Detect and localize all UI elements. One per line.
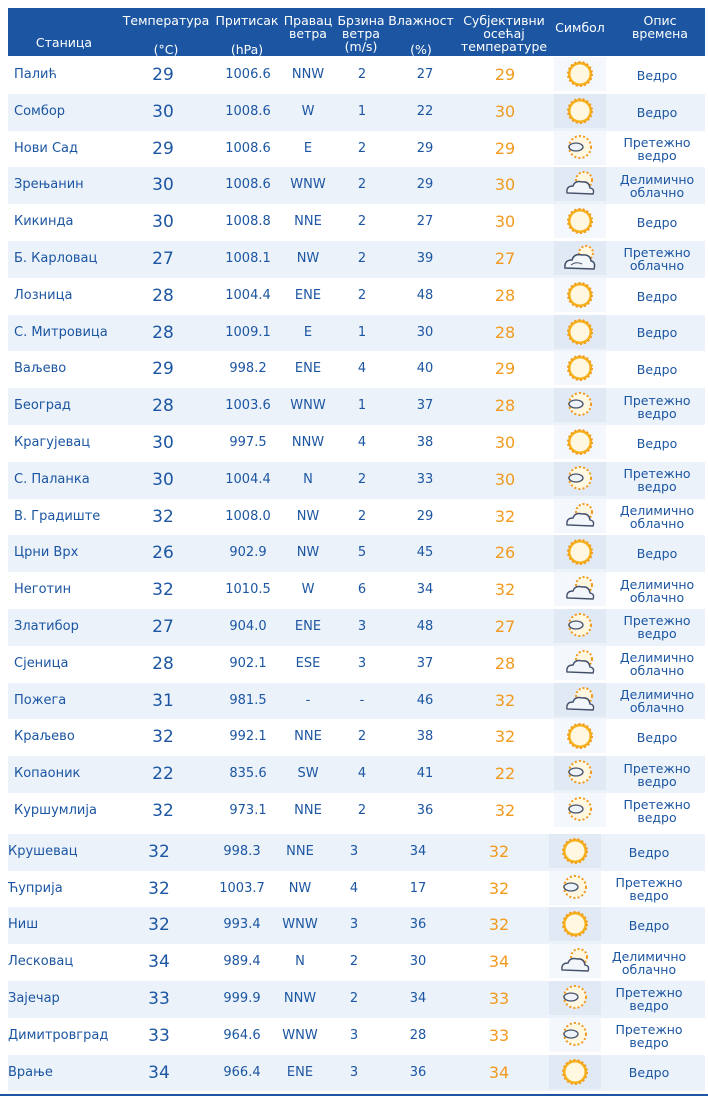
temperature-value: 32 [148,878,170,899]
humidity-value: 37 [416,398,434,414]
weather-description: Ведро [636,67,678,83]
weather-description: Претежно ведро [623,760,691,789]
station-name: Неготин [14,582,72,598]
table-row [8,793,705,830]
humidity-value: 33 [416,471,434,487]
temperature-value: 31 [152,690,174,711]
footer-divider [0,1094,708,1096]
station-name: Крагујевац [14,434,91,450]
temperature-value: 29 [152,138,174,159]
wind-direction-value: ENE [294,361,322,377]
station-name: Зајечар [8,990,60,1006]
table-row [8,535,705,572]
humidity-value: 39 [416,250,434,266]
wind-speed-value: 3 [349,1027,359,1043]
wind-direction-value: WNW [290,177,326,193]
station-name: Црни Врх [14,545,79,561]
weather-description: Претежно ведро [623,466,691,495]
pressure-value: 1008.0 [225,508,271,524]
temperature-value: 30 [152,432,174,453]
table-row [8,1018,705,1055]
station-name: Златибор [14,618,79,634]
sun-icon [554,57,606,91]
wind-speed-value: 2 [357,471,367,487]
feels-like-value: 30 [494,175,516,195]
humidity-value: 36 [409,1064,427,1080]
humidity-value: 36 [409,917,427,933]
feels-like-value: 28 [494,285,516,305]
wind-speed-value: 2 [357,67,367,82]
station-name: Зрењанин [14,177,84,193]
feels-like-value: 30 [494,432,516,452]
station-name: Краљево [14,729,75,745]
feels-like-value: 22 [494,764,516,784]
station-name: С. Митровица [14,324,108,340]
weather-description: Претежно ведро [615,874,683,903]
header-description: Опис времена [632,13,688,41]
temperature-value: 30 [152,175,174,196]
temperature-value: 28 [152,653,174,674]
pressure-value: 902.1 [229,655,267,671]
wind-direction-value: NNE [294,802,322,818]
table-row [8,719,705,756]
observations-table [8,57,705,1091]
wind-direction-value: NNE [294,214,322,230]
station-name: Пожега [14,692,67,708]
table-row [8,756,705,793]
sun-icon [549,1055,601,1089]
pressure-value: 1006.6 [225,67,271,82]
mostly-sunny-icon [549,871,601,905]
feels-like-value: 33 [488,988,510,1008]
station-name: Сјеница [14,655,69,671]
table-row [8,167,705,204]
weather-description: Делимично облачно [611,948,687,977]
partly-cloudy-icon [554,683,606,717]
wind-direction-value: WNW [282,917,318,933]
humidity-value: 46 [416,692,434,708]
weather-description: Претежно ведро [615,985,683,1014]
wind-speed-value: 2 [357,508,367,524]
feels-like-value: 32 [494,727,516,747]
header-humidity: Влажност (%) [388,13,454,57]
temperature-value: 32 [148,841,170,862]
humidity-value: 27 [416,67,434,82]
table-row [8,944,705,981]
wind-speed-value: 3 [349,1064,359,1080]
pressure-value: 999.9 [223,990,261,1006]
pressure-value: 835.6 [229,766,267,782]
wind-speed-value: 2 [349,990,359,1006]
humidity-value: 38 [416,434,434,450]
table-row [8,1055,705,1092]
feels-like-value: 33 [488,1025,510,1045]
pressure-value: 1008.1 [225,250,271,266]
station-name: Палић [14,67,57,82]
humidity-value: 45 [416,545,434,561]
temperature-value: 32 [152,506,174,527]
table-row [8,572,705,609]
wind-speed-value: 1 [357,324,367,340]
station-name: Ваљево [14,361,67,377]
wind-direction-value: E [303,324,313,340]
wind-speed-value: 2 [357,140,367,156]
station-name: Крушевац [8,843,78,859]
weather-description: Ведро [628,844,670,860]
pressure-value: 1004.4 [225,287,271,303]
feels-like-value: 28 [494,322,516,342]
pressure-value: 998.3 [223,843,261,859]
wind-speed-value: - [359,692,365,708]
table-row [8,388,705,425]
wind-speed-value: 4 [357,766,367,782]
partly-cloudy-icon [554,572,606,606]
wind-speed-value: 5 [357,545,367,561]
temperature-value: 28 [152,396,174,417]
station-name: Куршумлија [14,802,97,818]
sun-icon [554,425,606,459]
feels-like-value: 32 [494,580,516,600]
wind-speed-value: 2 [357,729,367,745]
wind-speed-value: 2 [357,802,367,818]
temperature-value: 27 [152,248,174,269]
feels-like-value: 30 [494,101,516,121]
humidity-value: 34 [416,582,434,598]
wind-direction-value: NNW [291,434,325,450]
humidity-value: 30 [409,954,427,970]
wind-speed-value: 2 [349,954,359,970]
wind-speed-value: 3 [357,618,367,634]
weather-description: Ведро [636,215,678,231]
weather-description: Претежно облачно [623,245,691,274]
temperature-value: 34 [148,1062,170,1083]
pressure-value: 1009.1 [225,324,271,340]
wind-speed-value: 3 [349,843,359,859]
weather-description: Делимично облачно [619,576,695,605]
temperature-value: 29 [152,359,174,380]
weather-description: Претежно ведро [623,134,691,163]
weather-description: Делимично облачно [619,171,695,200]
table-row [8,425,705,462]
temperature-value: 30 [152,212,174,233]
sun-icon [549,834,601,868]
temperature-value: 22 [152,764,174,785]
table-row [8,57,705,94]
wind-speed-value: 3 [357,655,367,671]
humidity-value: 34 [409,843,427,859]
wind-direction-value: NW [296,250,320,266]
table-row [8,907,705,944]
table-row [8,871,705,908]
temperature-value: 34 [148,952,170,973]
temperature-value: 32 [148,915,170,936]
station-name: Ћуприја [8,880,63,896]
pressure-value: 993.4 [223,917,261,933]
wind-speed-value: 4 [357,361,367,377]
station-name: С. Паланка [14,471,90,487]
feels-like-value: 28 [494,653,516,673]
feels-like-value: 29 [494,138,516,158]
wind-direction-value: WNW [282,1027,318,1043]
humidity-value: 38 [416,729,434,745]
pressure-value: 973.1 [229,802,267,818]
table-row [8,315,705,352]
temperature-value: 33 [148,1025,170,1046]
weather-description: Делимично облачно [619,650,695,679]
pressure-value: 1010.5 [225,582,271,598]
mostly-sunny-icon [549,981,601,1015]
mostly-sunny-icon [554,609,606,643]
humidity-value: 22 [416,103,434,119]
feels-like-value: 34 [488,952,510,972]
station-name: Лесковац [8,954,74,970]
pressure-value: 966.4 [223,1064,261,1080]
station-name: Ниш [8,917,39,933]
feels-like-value: 30 [494,212,516,232]
weather-description: Ведро [636,288,678,304]
table-row [8,834,705,871]
pressure-value: 904.0 [229,618,267,634]
humidity-value: 48 [416,287,434,303]
wind-direction-value: WNW [290,398,326,414]
mostly-cloudy-icon [554,241,606,275]
weather-description: Ведро [628,918,670,934]
weather-description: Ведро [636,104,678,120]
feels-like-value: 32 [488,915,510,935]
wind-direction-value: W [301,103,315,119]
temperature-value: 29 [152,65,174,85]
sun-icon [554,535,606,569]
wind-direction-value: ENE [294,618,322,634]
table-row [8,278,705,315]
feels-like-value: 30 [494,469,516,489]
mostly-sunny-icon [554,793,606,827]
station-name: Кикинда [14,214,74,230]
feels-like-value: 29 [494,359,516,379]
weather-description: Делимично облачно [619,686,695,715]
station-name: Сомбор [14,103,66,119]
wind-speed-value: 6 [357,582,367,598]
pressure-value: 964.6 [223,1027,261,1043]
header-station: Станица [35,35,93,50]
table-row [8,981,705,1018]
sun-icon [554,204,606,238]
sun-icon [554,278,606,312]
weather-description: Ведро [628,1065,670,1081]
wind-speed-value: 1 [357,103,367,119]
pressure-value: 989.4 [223,954,261,970]
wind-direction-value: NW [296,508,320,524]
weather-description: Ведро [636,730,678,746]
humidity-value: 37 [416,655,434,671]
feels-like-value: 27 [494,616,516,636]
table-row [8,683,705,720]
weather-description: Претежно ведро [623,392,691,421]
humidity-value: 17 [409,880,427,896]
humidity-value: 29 [416,508,434,524]
station-name: В. Градиште [14,508,101,524]
temperature-value: 32 [152,580,174,601]
partly-cloudy-icon [554,167,606,201]
feels-like-value: 32 [494,800,516,820]
table-header [8,8,705,56]
station-name: Врање [8,1064,53,1080]
table-row [8,241,705,278]
station-name: Београд [14,398,71,414]
mostly-sunny-icon [554,462,606,496]
mostly-sunny-icon [549,1018,601,1052]
temperature-value: 32 [152,800,174,821]
feels-like-value: 26 [494,543,516,563]
pressure-value: 902.9 [229,545,267,561]
pressure-value: 1008.6 [225,177,271,193]
table-row [8,94,705,131]
temperature-value: 30 [152,101,174,122]
pressure-value: 1003.7 [219,880,265,896]
humidity-value: 40 [416,361,434,377]
humidity-value: 34 [409,990,427,1006]
wind-speed-value: 4 [357,434,367,450]
table-row [8,609,705,646]
temperature-value: 28 [152,285,174,306]
temperature-value: 26 [152,543,174,564]
wind-direction-value: ENE [294,287,322,303]
table-row [8,204,705,241]
header-pressure: Притисак (hPa) [215,13,279,57]
sun-icon [554,94,606,128]
humidity-value: 36 [416,802,434,818]
table-row [8,499,705,536]
partly-cloudy-icon [554,646,606,680]
station-name: Димитровград [8,1027,109,1043]
humidity-value: 29 [416,140,434,156]
weather-description: Ведро [636,362,678,378]
wind-direction-value: E [303,140,313,156]
wind-direction-value: N [295,954,305,970]
partly-cloudy-icon [549,944,601,978]
wind-direction-value: ESE [295,655,321,671]
weather-description: Претежно ведро [623,797,691,826]
pressure-value: 1008.6 [225,140,271,156]
temperature-value: 30 [152,469,174,490]
humidity-value: 29 [416,177,434,193]
mostly-sunny-icon [554,388,606,422]
wind-speed-value: 3 [349,917,359,933]
station-name: Нови Сад [14,140,79,156]
mostly-sunny-icon [554,131,606,165]
weather-description: Претежно ведро [615,1022,683,1051]
feels-like-value: 32 [488,878,510,898]
pressure-value: 981.5 [229,692,267,708]
wind-direction-value: NW [296,545,320,561]
wind-direction-value: ENE [286,1064,314,1080]
wind-direction-value: NW [288,880,312,896]
wind-direction-value: N [303,471,313,487]
table-row [8,646,705,683]
pressure-value: 1008.6 [225,103,271,119]
weather-description: Ведро [636,325,678,341]
pressure-value: 1008.8 [225,214,271,230]
header-temperature: Температура (°C) [122,13,210,57]
station-name: Лозница [14,287,73,303]
table-row [8,351,705,388]
header-wind-direction: Правац ветра [283,13,333,41]
pressure-value: 1003.6 [225,398,271,414]
header-symbol: Симбол [555,20,605,35]
wind-direction-value: SW [297,766,319,782]
temperature-value: 32 [152,727,174,748]
feels-like-value: 32 [488,841,510,861]
feels-like-value: 27 [494,248,516,268]
humidity-value: 28 [409,1027,427,1043]
sun-icon [554,351,606,385]
header-wind-speed: Брзина ветра (m/s) [337,13,385,54]
mostly-sunny-icon [554,756,606,790]
feels-like-value: 29 [494,65,516,84]
temperature-value: 28 [152,322,174,343]
station-name: Б. Карловац [14,250,98,266]
weather-description: Ведро [636,435,678,451]
wind-speed-value: 2 [357,287,367,303]
weather-description: Делимично облачно [619,502,695,531]
pressure-value: 997.5 [229,434,267,450]
header-feels-like: Субјективни осећај температуре [460,13,548,54]
pressure-value: 998.2 [229,361,267,377]
humidity-value: 41 [416,766,434,782]
weather-description: Ведро [636,546,678,562]
sun-icon [549,907,601,941]
table-row [8,131,705,168]
wind-speed-value: 2 [357,250,367,266]
wind-speed-value: 1 [357,398,367,414]
feels-like-value: 28 [494,396,516,416]
sun-icon [554,719,606,753]
feels-like-value: 34 [488,1062,510,1082]
weather-description: Претежно ведро [623,613,691,642]
pressure-value: 1004.4 [225,471,271,487]
table-row [8,462,705,499]
humidity-value: 48 [416,618,434,634]
station-name: Копаоник [14,766,81,782]
wind-direction-value: W [301,582,315,598]
pressure-value: 992.1 [229,729,267,745]
temperature-value: 33 [148,988,170,1009]
feels-like-value: 32 [494,690,516,710]
wind-direction-value: NNW [283,990,317,1006]
humidity-value: 27 [416,214,434,230]
partly-cloudy-icon [554,499,606,533]
wind-speed-value: 4 [349,880,359,896]
wind-direction-value: NNE [294,729,322,745]
wind-direction-value: NNE [286,843,314,859]
wind-speed-value: 2 [357,177,367,193]
wind-speed-value: 2 [357,214,367,230]
wind-direction-value: NNW [291,67,325,82]
wind-direction-value: - [305,692,311,708]
sun-icon [554,315,606,349]
temperature-value: 27 [152,616,174,637]
humidity-value: 30 [416,324,434,340]
feels-like-value: 32 [494,506,516,526]
